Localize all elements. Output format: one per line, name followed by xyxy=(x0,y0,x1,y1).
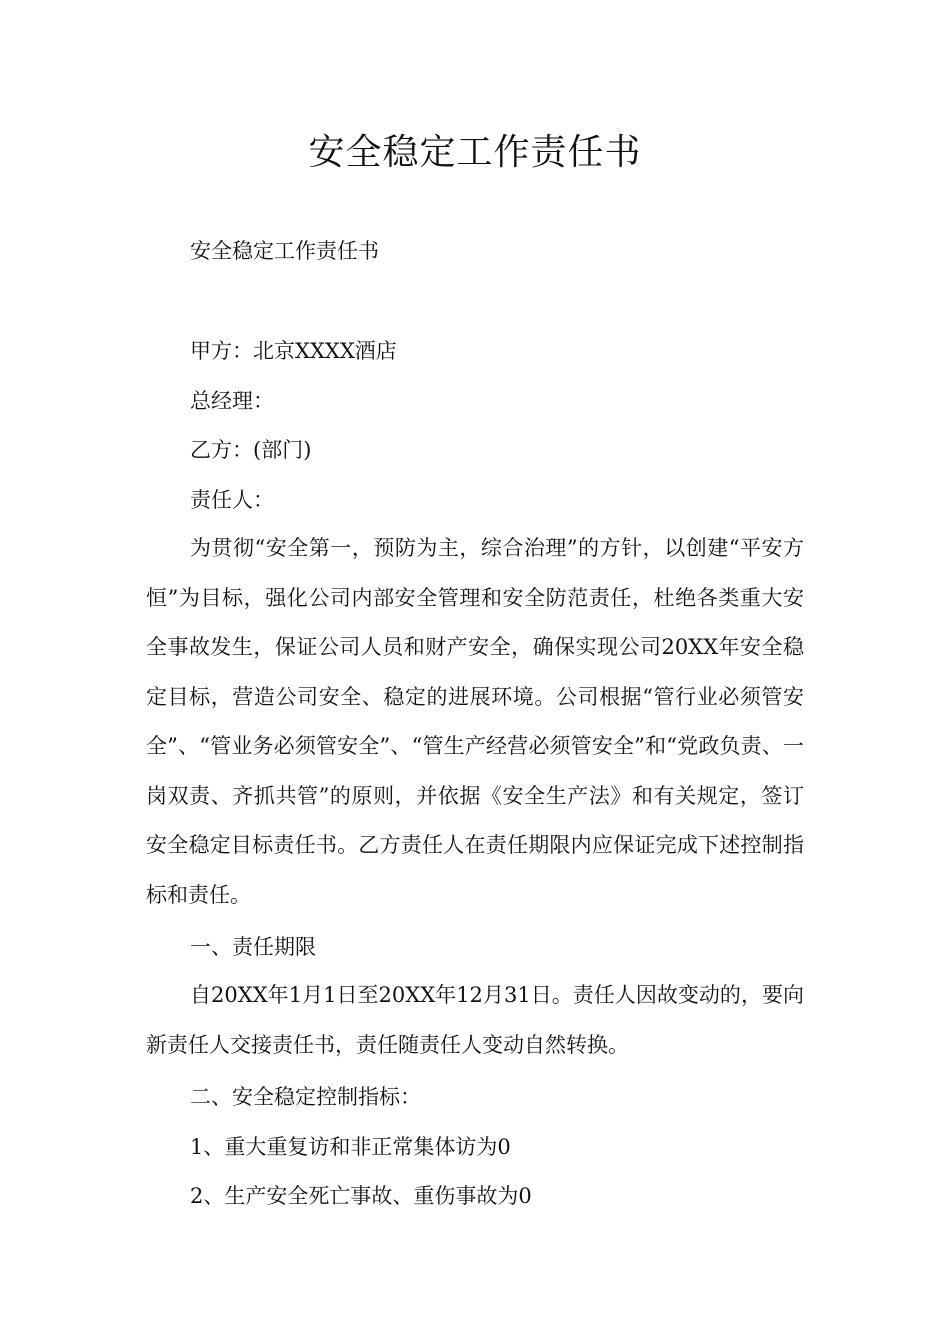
intro-paragraph: 为贯彻“安全第一，预防为主，综合治理”的方针，以创建“平安方恒”为目标，强化公司内部安全管理和安全防范责任，杜绝各类重大安全事故发生，保证公司人员和财产安全，确保实现公司20XX年安全稳定目标，营造公司安全、稳定的进展环境。公司根据“管行业必须管安全”、“管业务必须管安全”、“管生产经营必须管安全”和“党政负责、一岗双责、齐抓共管”的原则，并依据《安全生产法》和有关规定，签订安全稳定目标责任书。乙方责任人在责任期限内应保证完成下述控制指标和责任。 xyxy=(146,536,804,907)
responsible-person-line: 责任人： xyxy=(190,488,274,512)
party-b-line: 乙方：(部门) xyxy=(190,438,312,462)
document-title: 安全稳定工作责任书 xyxy=(308,132,642,173)
section1-heading: 一、责任期限 xyxy=(190,935,316,959)
section2-item-2: 2、生产安全死亡事故、重伤事故为0 xyxy=(190,1184,532,1208)
section2-heading: 二、安全稳定控制指标： xyxy=(190,1085,421,1109)
general-manager-line: 总经理： xyxy=(190,389,274,413)
section2-item-1: 1、重大重复访和非正常集体访为0 xyxy=(190,1135,511,1159)
section1-paragraph: 自20XX年1月1日至20XX年12月31日。责任人因故变动的，要向新责任人交接责任书，责任随责任人变动自然转换。 xyxy=(146,983,804,1057)
document-subtitle: 安全稳定工作责任书 xyxy=(190,239,379,263)
party-a-line: 甲方：北京XXXX酒店 xyxy=(190,339,397,363)
